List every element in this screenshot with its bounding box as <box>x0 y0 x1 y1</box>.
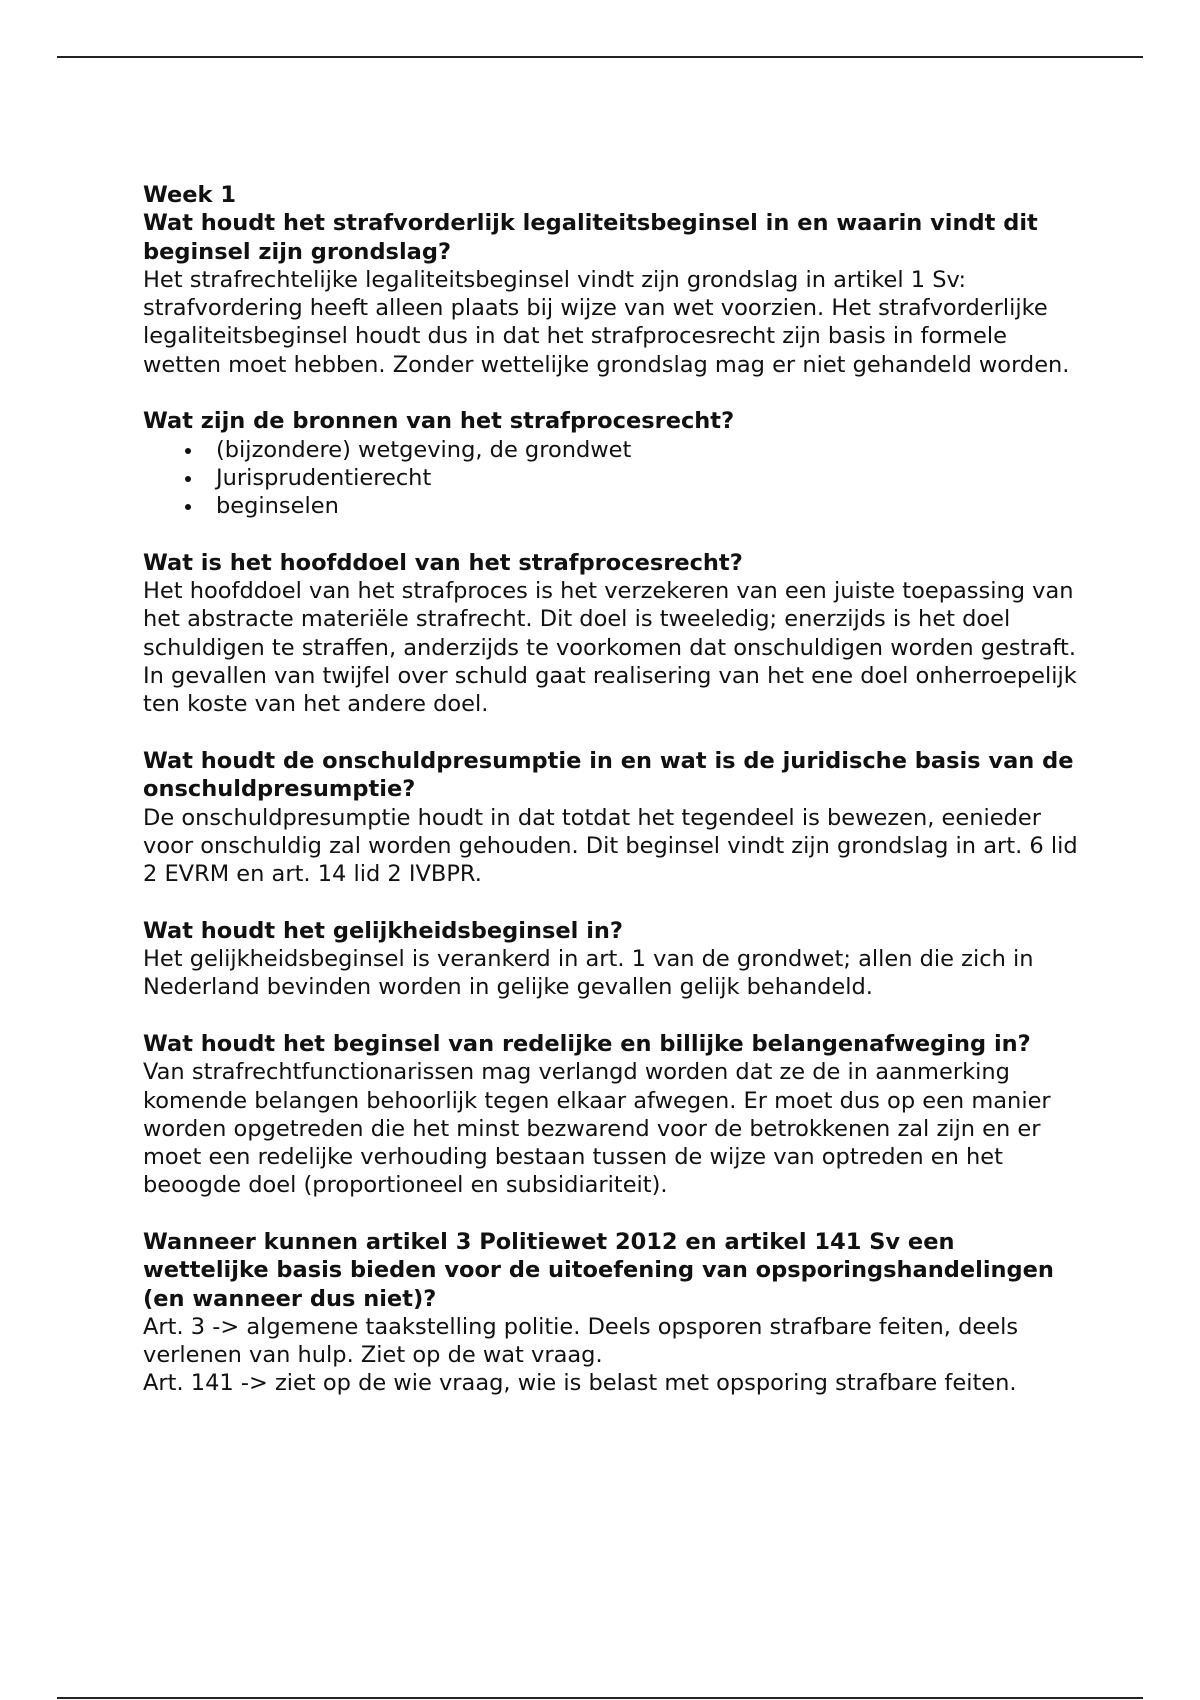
answer-onschuldpresumptie: De onschuldpresumptie houdt in dat totdat het tegendeel is bewezen, eenieder voor onschuldig zal worden gehouden. Dit beginsel vindt zijn grondslag in art. 6 lid 2 EVRM en art. 14 lid 2 IVBPR. <box>143 804 1078 888</box>
spacer <box>143 1002 1083 1030</box>
answer-politiewet-line-2: Art. 141 -> ziet op de wie vraag, wie is belast met opsporing strafbare feiten. <box>143 1370 1017 1397</box>
list-item-text: Jurisprudentierecht <box>216 464 432 491</box>
spacer <box>143 521 1083 549</box>
question-onschuldpresumptie: Wat houdt de onschuldpresumptie in en wat is de juridische basis van de onschuldpresumptie? <box>143 747 1074 803</box>
bottom-rule <box>57 1697 1143 1699</box>
bullet-icon <box>185 504 191 510</box>
bronnen-list <box>143 436 1083 521</box>
spacer <box>143 719 1083 747</box>
question-belangenafweging: Wat houdt het beginsel van redelijke en billijke belangenafweging in? <box>143 1030 1031 1057</box>
question-bronnen: Wat zijn de bronnen van het strafprocesrecht? <box>143 408 735 435</box>
answer-belangenafweging: Van strafrechtfunctionarissen mag verlangd worden dat ze de in aanmerking komende belangen behoorlijk tegen elkaar afwegen. Er moet dus op een manier worden opgetreden die het minst bezwarend voor de betrokkenen zal zijn en er moet een redelijke verhouding bestaan tussen de wijze van optreden en het beoogde doel (proportioneel en subsidiariteit). <box>143 1059 1051 1199</box>
week-heading: Week 1 <box>143 182 236 208</box>
document-body <box>143 181 1083 1398</box>
list-item-text: beginselen <box>216 493 339 520</box>
list-item <box>143 492 1083 520</box>
list-item-text: (bijzondere) wetgeving, de grondwet <box>216 436 632 463</box>
list-item <box>143 436 1083 464</box>
question-legaliteitsbeginsel: Wat houdt het strafvorderlijk legaliteitsbeginsel in en waarin vindt dit beginsel zijn grondslag? <box>143 210 1038 265</box>
question-hoofddoel: Wat is het hoofddoel van het strafprocesrecht? <box>143 549 743 576</box>
question-politiewet: Wanneer kunnen artikel 3 Politiewet 2012 en artikel 141 Sv een wettelijke basis bieden voor de uitoefening van opsporingshandelingen (en wanneer dus niet)? <box>143 1228 1054 1312</box>
top-rule <box>57 56 1143 58</box>
bullet-icon <box>185 448 191 454</box>
bullet-icon <box>185 476 191 482</box>
answer-gelijkheidsbeginsel: Het gelijkheidsbeginsel is verankerd in art. 1 van de grondwet; allen die zich in Nederland bevinden worden in gelijke gevallen gelijk behandeld. <box>143 946 1034 1001</box>
answer-hoofddoel: Het hoofddoel van het strafproces is het verzekeren van een juiste toepassing van het abstracte materiële strafrecht. Dit doel is tweeledig; enerzijds is het doel schuldigen te straffen, anderzijds te voorkomen dat onschuldigen worden gestraft. In gevallen van twijfel over schuld gaat realisering van het ene doel onherroepelijk ten koste van het andere doel. <box>143 578 1077 718</box>
answer-politiewet-line-1: Art. 3 -> algemene taakstelling politie. Deels opsporen strafbare feiten, deels verlenen van hulp. Ziet op de wat vraag. <box>143 1313 1019 1369</box>
spacer <box>143 379 1083 407</box>
spacer <box>143 888 1083 916</box>
question-gelijkheidsbeginsel: Wat houdt het gelijkheidsbeginsel in? <box>143 917 623 944</box>
list-item <box>143 464 1083 492</box>
spacer <box>143 1200 1083 1228</box>
answer-legaliteitsbeginsel: Het strafrechtelijke legaliteitsbeginsel vindt zijn grondslag in artikel 1 Sv: strafvordering heeft alleen plaats bij wijze van wet voorzien. Het strafvorderlijke legaliteitsbeginsel houdt dus in dat het strafprocesrecht zijn basis in formele wetten moet hebben. Zonder wettelijke grondslag mag er niet gehandeld worden. <box>143 266 1070 378</box>
